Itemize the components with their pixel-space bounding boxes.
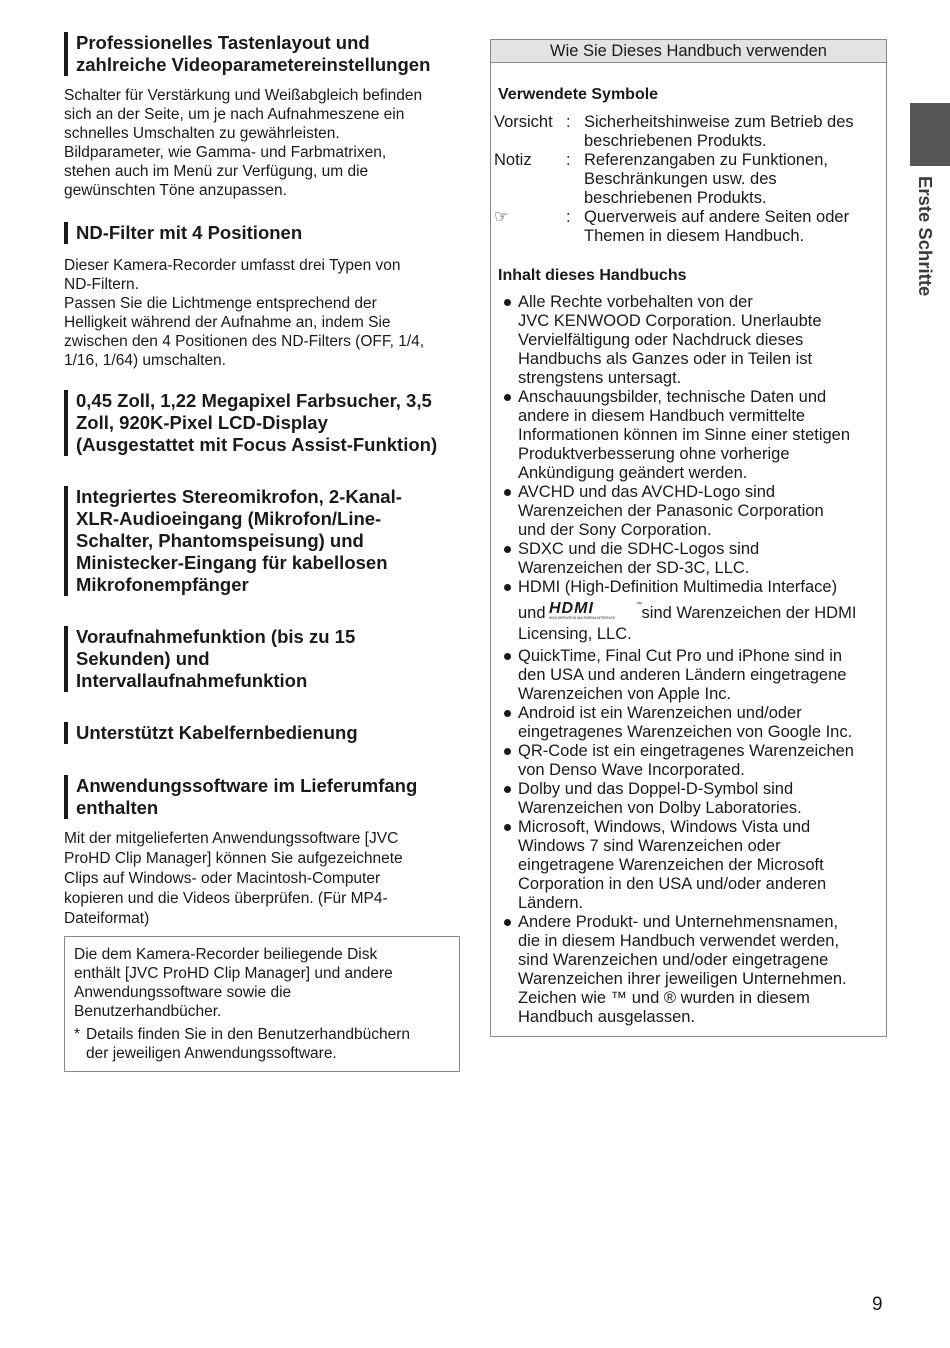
chapter-tab-label: Erste Schritte: [915, 176, 936, 297]
section-anwendungssoftware: [64, 775, 462, 929]
contents-heading: Inhalt dieses Handbuchs: [498, 267, 687, 284]
symbol-value: Sicherheitshinweise zum Betrieb des beschriebenen Produkts.: [584, 113, 854, 150]
note-text: Die dem Kamera-Recorder beiliegende Disk enthält [JVC ProHD Clip Manager] und andere Anwendungssoftware sowie die Benutzerhandbücher.: [74, 946, 393, 1020]
asterisk-mark: *: [74, 1026, 81, 1043]
section-nd-filter: [64, 222, 462, 370]
section-body: Mit der mitgelieferten Anwendungssoftware [JVC ProHD Clip Manager] können Sie aufgezeichnete Clips auf Windows- oder Macintosh-Computer kopieren und die Videos überprüfen. (Für MP4- Dateiformat): [64, 830, 403, 927]
section-tastenlayout: [64, 32, 462, 200]
symbol-row-vorsicht: [494, 113, 882, 151]
symbol-row-crossref: [494, 208, 882, 246]
footnote-text: Details finden Sie in den Benutzerhandbüchern der jeweiligen Anwendungssoftware.: [86, 1026, 411, 1062]
section-farbsucher: [64, 390, 462, 456]
section-stereomikrofon: [64, 486, 462, 596]
hdmi-line3: Licensing, LLC.: [518, 625, 632, 643]
symbol-key: Vorsicht: [494, 113, 553, 131]
list-item: Alle Rechte vorbehalten von der JVC KENWOOD Corporation. Unerlaubte Vervielfältigung oder Nachdruck dieses Handbuchs als Ganzes oder in Teilen ist strengstens untersagt.: [498, 293, 882, 388]
hdmi-logo-text: HDMI: [548, 600, 594, 617]
section-heading: Voraufnahmefunktion (bis zu 15 Sekunden) und Intervallaufnahmefunktion: [64, 626, 462, 692]
hdmi-logo: [548, 600, 640, 625]
chapter-tab-marker: [910, 103, 950, 166]
section-kabelfernbedienung: [64, 722, 462, 744]
manual-usage-box: [490, 39, 887, 1037]
section-heading: 0,45 Zoll, 1,22 Megapixel Farbsucher, 3,5 Zoll, 920K-Pixel LCD-Display (Ausgestattet mit Focus Assist-Funktion): [64, 390, 462, 456]
list-item: QR-Code ist ein eingetragenes Warenzeichen von Denso Wave Incorporated.: [498, 742, 882, 780]
box-title: Wie Sie Dieses Handbuch verwenden: [491, 40, 886, 63]
hdmi-logo-tagline: HIGH-DEFINITION MULTIMEDIA INTERFACE: [548, 616, 615, 620]
section-body: Schalter für Verstärkung und Weißabgleich befinden sich an der Seite, um je nach Aufnahmeszene ein schnelles Umschalten zu gewährleisten. Bildparameter, wie Gamma- und Farbmatrixen, stehen auch im Menü zur Verfügung, um die gewünschten Töne anzupassen.: [64, 87, 423, 199]
list-item-hdmi: [498, 578, 882, 644]
list-item: Dolby und das Doppel-D-Symbol sind Warenzeichen von Dolby Laboratories.: [498, 780, 882, 818]
symbols-heading: Verwendete Symbole: [498, 86, 659, 103]
list-item: SDXC und die SDHC-Logos sind Warenzeichen der SD-3C, LLC.: [498, 540, 882, 578]
symbols-block: [494, 85, 882, 246]
note-box: [64, 936, 460, 1072]
hdmi-pre: und: [518, 604, 546, 622]
symbol-colon: :: [566, 151, 571, 169]
section-heading: Professionelles Tastenlayout und zahlreiche Videoparametereinstellungen: [64, 32, 462, 76]
symbol-value: Referenzangaben zu Funktionen, Beschränkungen usw. des beschriebenen Produkts.: [584, 151, 829, 207]
list-item: Android ist ein Warenzeichen und/oder eingetragenes Warenzeichen von Google Inc.: [498, 704, 882, 742]
contents-list: [498, 293, 882, 1027]
symbol-colon: :: [566, 113, 571, 131]
contents-block: [498, 266, 882, 1027]
list-item: Anschauungsbilder, technische Daten und andere in diesem Handbuch vermittelte Informationen können im Sinne einer stetigen Produktverbesserung ohne vorherige Ankündigung geändert werden.: [498, 388, 882, 483]
section-heading: Anwendungssoftware im Lieferumfang enthalten: [64, 775, 462, 819]
symbol-key: Notiz: [494, 151, 532, 169]
hdmi-logo-tm: ™: [635, 602, 642, 608]
hdmi-post: sind Warenzeichen der HDMI: [641, 604, 857, 622]
symbol-colon: :: [566, 208, 571, 226]
section-body: Dieser Kamera-Recorder umfasst drei Typen von ND-Filtern. Passen Sie die Lichtmenge entsprechend der Helligkeit während der Aufnahme an, indem Sie zwischen den 4 Positionen des ND-Filters (OFF, 1/4, 1/16, 1/64) umschalten.: [64, 257, 425, 369]
section-heading: ND-Filter mit 4 Positionen: [64, 222, 462, 244]
symbols-list: [494, 113, 882, 246]
list-item: AVCHD und das AVCHD-Logo sind Warenzeichen der Panasonic Corporation und der Sony Corporation.: [498, 483, 882, 540]
section-heading: Integriertes Stereomikrofon, 2-Kanal- XLR-Audioeingang (Mikrofon/Line- Schalter, Phantomspeisung) und Ministecker-Eingang für kabellosen Mikrofonempfänger: [64, 486, 462, 596]
note-footnote: [74, 1025, 449, 1063]
symbol-row-notiz: [494, 151, 882, 208]
section-voraufnahme: [64, 626, 462, 692]
symbol-value: Querverweis auf andere Seiten oder Themen in diesem Handbuch.: [584, 208, 850, 245]
section-heading: Unterstützt Kabelfernbedienung: [64, 722, 462, 744]
list-item: Microsoft, Windows, Windows Vista und Windows 7 sind Warenzeichen oder eingetragene Warenzeichen der Microsoft Corporation in den USA und/oder anderen Ländern.: [498, 818, 882, 913]
list-item: QuickTime, Final Cut Pro und iPhone sind in den USA und anderen Ländern eingetragene Warenzeichen von Apple Inc.: [498, 647, 882, 704]
page-number: 9: [872, 1294, 883, 1315]
hdmi-line1: HDMI (High-Definition Multimedia Interface): [518, 578, 838, 596]
list-item: Andere Produkt- und Unternehmensnamen, die in diesem Handbuch verwendet werden, sind Warenzeichen und/oder eingetragene Warenzeichen ihrer jeweiligen Unternehmen. Zeichen wie ™ und ® wurden in diesem Handbuch ausgelassen.: [498, 913, 882, 1027]
pointing-hand-icon: ☞: [494, 208, 509, 226]
